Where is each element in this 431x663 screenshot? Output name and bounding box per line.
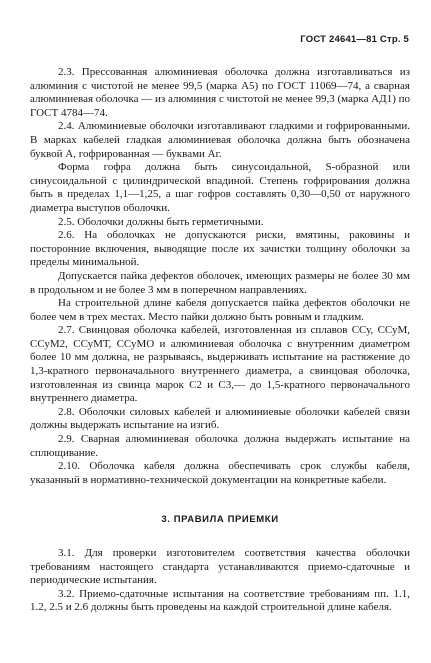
paragraph-2-10: 2.10. Оболочка кабеля должна обеспечивать срок службы кабеля, указанный в нормативно-технической документации на конкретные кабели. [30, 460, 410, 486]
paragraph-2-6: 2.6. На оболочках не допускаются риски, вмятины, раковины и посторонние включения, выводящие после их зачистки толщину оболочки за пределы минимальной. [30, 229, 410, 269]
document-body [30, 66, 410, 615]
paragraph-2-8: 2.8. Оболочки силовых кабелей и алюминиевые оболочки кабелей связи должны выдержать испытание на изгиб. [30, 405, 410, 432]
paragraph-2-7: 2.7. Свинцовая оболочка кабелей, изготовленная из сплавов ССу, ССуМ, ССуМ2, ССуМТ, ССуМО и алюминиевая оболочка с внутренним диаметром более 10 мм должна, не разрываясь, выдерживать испытание на растяжение до 1,3-кратного первоначального внутреннего диаметра, а свинцовая оболочка, изготовленная из свинца марок С2 и С3,— до 1,5-кратного первоначального внутреннего диаметра. [30, 324, 410, 405]
paragraph-2-3: 2.3. Прессованная алюминиевая оболочка должна изготавливаться из алюминия с чистотой не менее 99,5 (марка А5) по ГОСТ 11069—74, а сварная алюминиевая оболочка — из алюминия с чистотой не менее 99,3 (марка АД1) по ГОСТ 4784—74. [30, 66, 410, 119]
paragraph-2-5: 2.5. Оболочки должны быть герметичными. [58, 215, 264, 228]
paragraph-3-1: 3.1. Для проверки изготовителем соответствия качества оболочки требованиям настоящего стандарта устанавливаются приемо-сдаточные и периодические испытания. [30, 547, 410, 587]
paragraph-3-2: 3.2. Приемо-сдаточные испытания на соответствие требованиям пп. 1.1, 1.2, 2.5 и 2.6 должны быть проведены на каждой строительной длине кабеля. [30, 587, 410, 614]
paragraph-2-9: 2.9. Сварная алюминиевая оболочка должна выдержать испытание на сплющивание. [30, 433, 410, 459]
paragraph-corrugation-form: Форма гофра должна быть синусоидальной, S-образной или синусоидальной с цилиндрической впадиной. Степень гофрирования должна быть в пределах 1,1—1,25, а шаг гофров составлять 0,30—0,50 от наружного диаметра выступов оболочки. [30, 161, 410, 214]
section-heading: 3. ПРАВИЛА ПРИЕМКИ [161, 514, 279, 526]
paragraph-soldering-places: На строительной длине кабеля допускается пайка дефектов оболочки не более чем в трех местах. Место пайки должно быть ровным и гладким. [30, 297, 410, 323]
paragraph-soldering-size: Допускается пайка дефектов оболочек, имеющих размеры не более 30 мм в продольном и не более 3 мм в поперечном направлениях. [30, 269, 410, 296]
page-header: ГОСТ 24641—81 Стр. 5 [300, 34, 409, 45]
paragraph-2-4: 2.4. Алюминиевые оболочки изготавливают гладкими и гофрированными. В марках кабелей гладкая алюминиевая оболочка должна быть обозначена буквой А, гофрированная — буквами Аг. [30, 120, 410, 160]
